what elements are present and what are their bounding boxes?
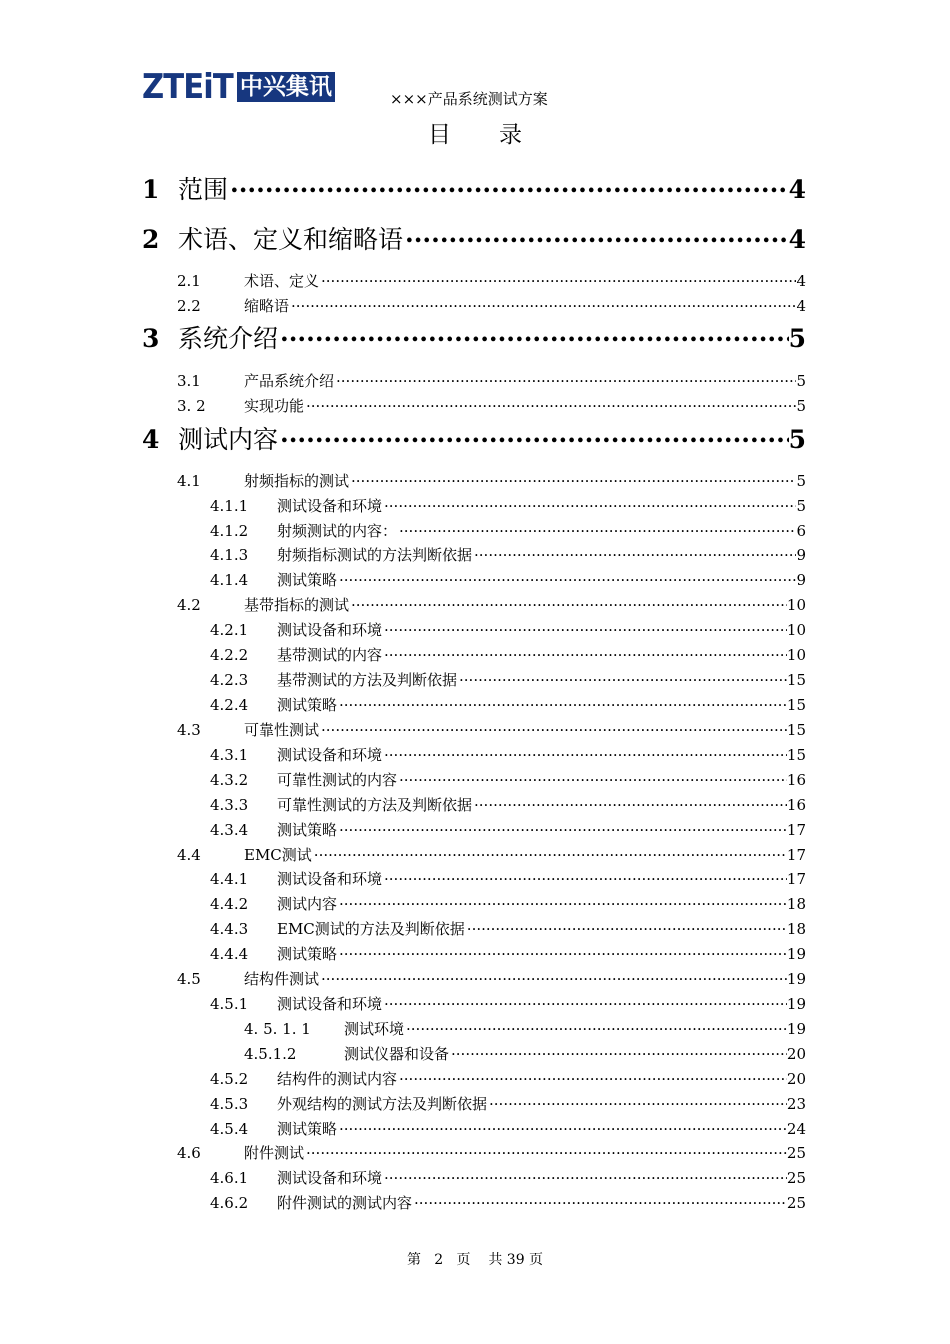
toc-entry-title: 测试策略: [277, 821, 338, 839]
toc-entry-page: 10: [786, 621, 806, 639]
toc-entry-number: 3. 2: [177, 397, 206, 415]
toc-entry-page: 6: [796, 522, 806, 540]
toc-title: [0, 116, 950, 149]
toc-entry[interactable]: [142, 317, 806, 355]
toc-entry-page: 19: [786, 1020, 806, 1038]
toc-entry-page: 4: [788, 175, 806, 204]
toc-entry[interactable]: [210, 518, 806, 541]
toc-entry-leader: [337, 941, 787, 959]
toc-entry-page: 5: [796, 497, 806, 515]
toc-entry-page: 5: [796, 472, 806, 490]
toc-entry-leader: [465, 916, 787, 934]
toc-entry-title: 测试设备和环境: [277, 995, 383, 1013]
toc-entry-page: 9: [796, 546, 806, 564]
toc-entry-title: 测试设备和环境: [277, 746, 383, 764]
toc-entry-leader: [382, 991, 787, 1009]
toc-entry-number: 4.4.3: [210, 920, 249, 938]
toc-entry-number: 4. 5. 1. 1: [244, 1020, 311, 1038]
toc-entry-leader: [334, 368, 796, 386]
toc-entry-title: 结构件测试: [244, 970, 320, 988]
toc-entry[interactable]: [210, 742, 806, 765]
toc-entry-title: 外观结构的测试方法及判断依据: [277, 1095, 488, 1113]
toc-entry[interactable]: [177, 966, 806, 989]
toc-entry-leader: [228, 168, 789, 198]
toc-entry-page: 15: [786, 696, 806, 714]
toc-entry-page: 5: [788, 425, 806, 454]
toc-entry-number: 3: [142, 324, 160, 353]
toc-entry[interactable]: [177, 268, 806, 291]
toc-entry-title: 测试策略: [277, 571, 338, 589]
toc-entry-page: 25: [786, 1194, 806, 1212]
toc-entry[interactable]: [210, 866, 806, 889]
toc-entry-title: EMC测试的方法及判断依据: [277, 920, 465, 938]
toc-entry-title: 附件测试的测试内容: [277, 1194, 413, 1212]
toc-entry-number: 2.2: [177, 297, 201, 315]
toc-entry-title: 测试设备和环境: [277, 870, 383, 888]
toc-entry-title: 术语、定义和缩略语: [178, 225, 404, 254]
toc-entry[interactable]: [210, 941, 806, 964]
toc-entry-title: 基带指标的测试: [244, 596, 350, 614]
toc-entry-title: 系统介绍: [178, 324, 279, 353]
toc-entry-number: 4.1.1: [210, 497, 249, 515]
toc-entry-leader: [319, 966, 787, 984]
toc-entry-leader: [382, 493, 796, 511]
toc-entry-leader: [337, 891, 787, 909]
toc-entry-number: 4.5.2: [210, 1070, 249, 1088]
toc-entry[interactable]: [177, 717, 806, 740]
toc-entry-number: 4.4.1: [210, 870, 249, 888]
toc-entry[interactable]: [210, 916, 806, 939]
toc-entry-page: 20: [786, 1045, 806, 1063]
toc-entry-page: 5: [788, 324, 806, 353]
toc-entry-page: 19: [786, 995, 806, 1013]
toc-entry-number: 2: [142, 225, 160, 254]
toc-entry-number: 4.1.3: [210, 546, 249, 564]
toc-entry-leader: [397, 518, 796, 536]
toc-entry[interactable]: [177, 592, 806, 615]
toc-entry-number: 1: [142, 175, 160, 204]
toc-entry-number: 4.3.3: [210, 796, 249, 814]
toc-entry-page: 4: [796, 272, 806, 290]
toc-entry-number: 4.1: [177, 472, 201, 490]
toc-entry-leader: [397, 767, 787, 785]
toc-entry-leader: [319, 717, 787, 735]
toc-entry-number: 3.1: [177, 372, 201, 390]
toc-entry-page: 4: [788, 225, 806, 254]
toc-entry[interactable]: [210, 1066, 806, 1089]
toc-entry-number: 4.3.2: [210, 771, 249, 789]
toc-entry[interactable]: [210, 1190, 806, 1213]
toc-entry-title: 可靠性测试: [244, 721, 320, 739]
toc-entry-number: 4.2: [177, 596, 201, 614]
toc-entry-title: 测试策略: [277, 696, 338, 714]
logo-latin-text: ZTEiT: [142, 67, 233, 107]
toc-entry-number: 4.2.3: [210, 671, 249, 689]
toc-entry-leader: [337, 567, 796, 585]
toc-entry-title: 射频指标的测试: [244, 472, 350, 490]
toc-entry-page: 25: [786, 1169, 806, 1187]
company-logo: [142, 67, 335, 107]
toc-entry-leader: [278, 317, 789, 347]
toc-entry-title: 附件测试: [244, 1144, 305, 1162]
toc-entry-leader: [382, 742, 787, 760]
toc-entry[interactable]: [177, 393, 806, 416]
toc-entry-title: 测试仪器和设备: [344, 1045, 450, 1063]
toc-entry-title: 可靠性测试的内容: [277, 771, 398, 789]
toc-entry-leader: [472, 542, 796, 560]
toc-entry[interactable]: [210, 567, 806, 590]
toc-entry-leader: [337, 817, 787, 835]
toc-entry-number: 4.5.1: [210, 995, 249, 1013]
toc-entry-number: 4.6: [177, 1144, 201, 1162]
toc-entry-leader: [278, 418, 789, 448]
toc-entry-number: 4.2.2: [210, 646, 249, 664]
toc-entry[interactable]: [210, 817, 806, 840]
toc-entry[interactable]: [210, 642, 806, 665]
toc-entry-number: 4.5: [177, 970, 201, 988]
toc-entry-page: 20: [786, 1070, 806, 1088]
toc-entry[interactable]: [210, 617, 806, 640]
toc-entry-title: 实现功能: [244, 397, 305, 415]
toc-entry-page: 9: [796, 571, 806, 589]
toc-entry[interactable]: [177, 293, 806, 316]
toc-entry-title: 测试策略: [277, 1120, 338, 1138]
toc-entry-leader: [412, 1190, 787, 1208]
toc-entry-title: 缩略语: [244, 297, 290, 315]
toc-entry-number: 4.2.4: [210, 696, 249, 714]
logo-chinese-text: 中兴集讯: [237, 72, 335, 102]
toc-entry-title: 测试设备和环境: [277, 1169, 383, 1187]
toc-entry[interactable]: [142, 418, 806, 456]
toc-entry-number: 4: [142, 425, 160, 454]
toc-entry-page: 5: [796, 397, 806, 415]
toc-entry-page: 16: [786, 796, 806, 814]
toc-entry-leader: [487, 1091, 787, 1109]
toc-entry-title: 测试内容: [277, 895, 338, 913]
toc-entry-page: 15: [786, 671, 806, 689]
toc-entry-number: 4.3.4: [210, 821, 249, 839]
toc-entry-leader: [349, 592, 787, 610]
toc-title-char-1: 目: [428, 122, 451, 148]
toc-entry[interactable]: [142, 168, 806, 206]
toc-entry-title: 范围: [178, 175, 229, 204]
toc-entry-number: 4.2.1: [210, 621, 249, 639]
toc-entry-leader: [403, 218, 789, 248]
toc-entry-page: 17: [786, 821, 806, 839]
toc-entry-page: 10: [786, 646, 806, 664]
toc-entry-title: 术语、定义: [244, 272, 320, 290]
toc-entry-number: 4.3.1: [210, 746, 249, 764]
toc-entry-number: 2.1: [177, 272, 201, 290]
toc-entry-page: 17: [786, 870, 806, 888]
toc-entry[interactable]: [177, 842, 806, 865]
toc-entry-page: 10: [786, 596, 806, 614]
toc-entry[interactable]: [210, 1116, 806, 1139]
toc-entry-number: 4.1.2: [210, 522, 249, 540]
toc-entry-page: 15: [786, 746, 806, 764]
toc-entry-number: 4.5.3: [210, 1095, 249, 1113]
toc-entry-leader: [404, 1016, 787, 1034]
toc-entry-title: EMC测试: [244, 846, 312, 864]
toc-entry-leader: [382, 642, 787, 660]
toc-entry-title: 产品系统介绍: [244, 372, 335, 390]
toc-entry-page: 24: [786, 1120, 806, 1138]
toc-entry-number: 4.3: [177, 721, 201, 739]
toc-entry-title: 射频测试的内容：: [277, 522, 398, 540]
toc-entry[interactable]: [210, 991, 806, 1014]
toc-entry-page: 19: [786, 945, 806, 963]
toc-entry-page: 18: [786, 920, 806, 938]
toc-entry[interactable]: [210, 667, 806, 690]
toc-entry-page: 25: [786, 1144, 806, 1162]
toc-entry-leader: [304, 1140, 787, 1158]
toc-entry-title: 测试环境: [344, 1020, 405, 1038]
toc-entry[interactable]: [210, 1165, 806, 1188]
toc-entry-number: 4.4.4: [210, 945, 249, 963]
toc-entry-leader: [349, 468, 796, 486]
toc-entry-leader: [337, 1116, 787, 1134]
toc-entry-number: 4.4: [177, 846, 201, 864]
toc-entry-number: 4.6.1: [210, 1169, 249, 1187]
document-header-title: ×××产品系统测试方案: [390, 90, 548, 108]
toc-title-char-2: 录: [499, 122, 522, 148]
toc-entry-title: 结构件的测试内容: [277, 1070, 398, 1088]
toc-entry[interactable]: [210, 891, 806, 914]
toc-entry-leader: [337, 692, 787, 710]
page-footer: 第 2 页 共 39 页: [406, 1252, 544, 1268]
toc-entry[interactable]: [210, 767, 806, 790]
toc-entry-leader: [382, 1165, 787, 1183]
toc-entry[interactable]: [177, 1140, 806, 1163]
toc-entry-number: 4.4.2: [210, 895, 249, 913]
toc-entry-title: 测试内容: [178, 425, 279, 454]
toc-entry-leader: [319, 268, 796, 286]
toc-entry-page: 23: [786, 1095, 806, 1113]
toc-entry[interactable]: [244, 1041, 806, 1064]
toc-entry-title: 测试设备和环境: [277, 497, 383, 515]
toc-entry-page: 4: [796, 297, 806, 315]
toc-entry-leader: [289, 293, 796, 311]
toc-entry-page: 17: [786, 846, 806, 864]
toc-entry-page: 19: [786, 970, 806, 988]
toc-entry-title: 可靠性测试的方法及判断依据: [277, 796, 473, 814]
toc-entry[interactable]: [210, 542, 806, 565]
toc-entry-number: 4.1.4: [210, 571, 249, 589]
toc-entry-leader: [382, 866, 787, 884]
toc-entry-leader: [397, 1066, 787, 1084]
toc-entry-page: 16: [786, 771, 806, 789]
toc-entry-leader: [304, 393, 796, 411]
toc-entry-leader: [472, 792, 787, 810]
toc-entry-number: 4.5.4: [210, 1120, 249, 1138]
toc-entry-title: 测试设备和环境: [277, 621, 383, 639]
toc-entry-page: 5: [796, 372, 806, 390]
toc-entry[interactable]: [177, 468, 806, 491]
toc-entry[interactable]: [177, 368, 806, 391]
toc-entry[interactable]: [210, 1091, 806, 1114]
toc-entry-number: 4.5.1.2: [244, 1045, 297, 1063]
toc-entry-number: 4.6.2: [210, 1194, 249, 1212]
toc-entry[interactable]: [210, 493, 806, 516]
toc-entry-page: 18: [786, 895, 806, 913]
toc-entry-title: 射频指标测试的方法判断依据: [277, 546, 473, 564]
toc-entry[interactable]: [210, 792, 806, 815]
toc-entry-title: 基带测试的内容: [277, 646, 383, 664]
toc-entry-title: 基带测试的方法及判断依据: [277, 671, 458, 689]
toc-entry-leader: [382, 617, 787, 635]
toc-entry-page: 15: [786, 721, 806, 739]
toc-entry-title: 测试策略: [277, 945, 338, 963]
toc-entry-leader: [449, 1041, 787, 1059]
toc-entry-leader: [312, 842, 787, 860]
toc-entry[interactable]: [210, 692, 806, 715]
toc-entry[interactable]: [142, 218, 806, 256]
toc-entry-leader: [457, 667, 787, 685]
toc-entry[interactable]: [244, 1016, 806, 1039]
